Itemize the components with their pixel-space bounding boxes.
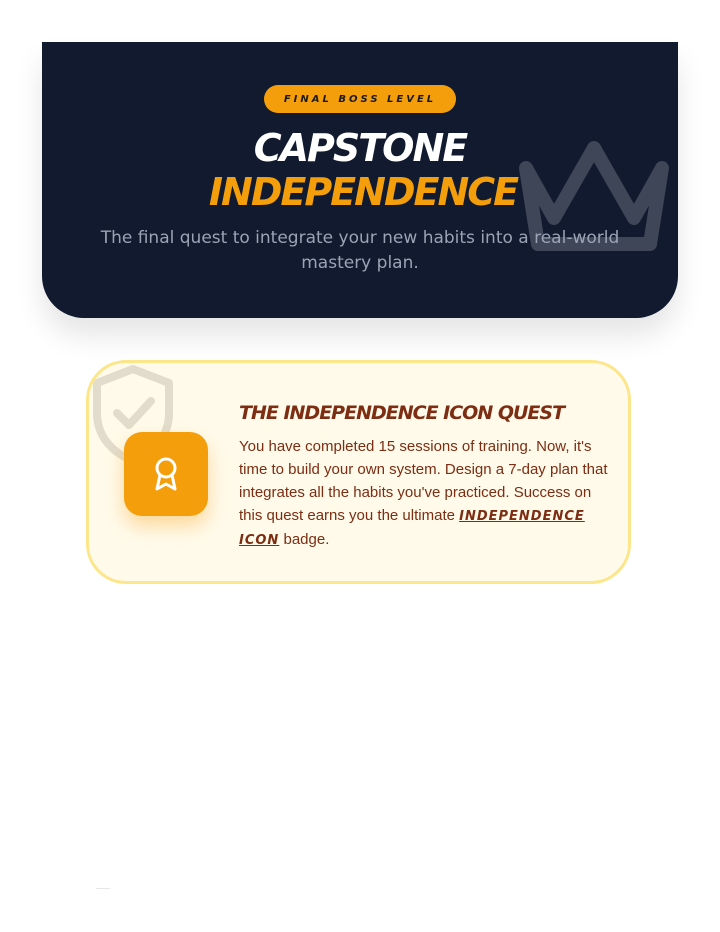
award-badge: [124, 432, 208, 516]
award-icon: [151, 455, 181, 493]
page-title-line2: INDEPENDENCE: [208, 170, 518, 214]
divider: [96, 888, 110, 889]
independence-icon-highlight: INDEPENDENCE ICON: [239, 509, 585, 548]
page-subtitle: The final quest to integrate your new habits into a real-world mastery plan.: [100, 228, 620, 273]
final-boss-badge: FINAL BOSS LEVEL: [264, 85, 456, 113]
quest-description: [239, 435, 609, 552]
quest-description-end: badge.: [279, 531, 330, 548]
quest-title: THE INDEPENDENCE ICON QUEST: [239, 402, 565, 424]
quest-card: [86, 360, 631, 584]
page-title-line1: CAPSTONE: [253, 126, 467, 170]
quest-description-text: You have completed 15 sessions of training. Now, it's time to build your own system. Design a 7-day plan that integrates all the habits you've practiced. Success on this quest earns you the ultimate: [239, 438, 608, 524]
